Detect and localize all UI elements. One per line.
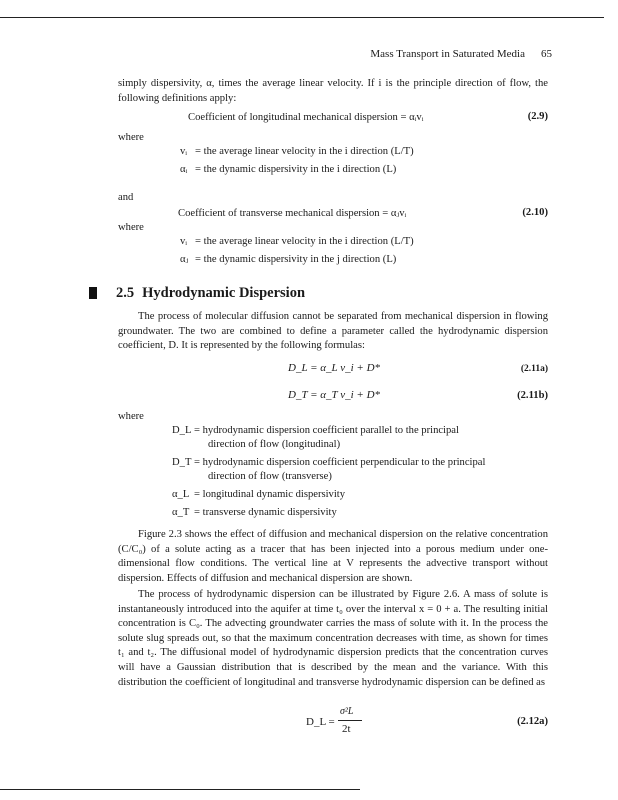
def-al-text: = longitudinal dynamic dispersivity [194,489,346,500]
eq-2-12a-denominator: 2t [342,723,351,735]
def-vi-text: = the average linear velocity in the i direction (L/T) [195,146,414,157]
def-vi-symbol: vᵢ [180,146,188,157]
fraction-bar [338,720,362,721]
def-dt-continuation: direction of flow (transverse) [208,471,332,482]
def-dt-symbol: D_T [172,457,192,468]
def-al-symbol: α_L [172,489,190,500]
eq-2-12a-numerator: σ²L [340,706,354,717]
running-header [370,48,552,60]
def2-aj-text: = the dynamic dispersivity in the j direction (L) [195,254,397,265]
eq-2-11b-number: (2.11b) [517,390,548,401]
top-rule [0,17,604,18]
eq-2-11b: D_T = α_T v_i + D* [288,389,381,401]
where-label-2: where [118,222,144,233]
paragraph-molecular-diffusion: The process of molecular diffusion cannot be separated from mechanical dispersion in flowing groundwater. The two are combined to define a parameter called the hydrodynamic dispersion coefficient, D. It is represented by the following formulas: [118,311,548,352]
eq-2-9-label: Coefficient of longitudinal mechanical dispersion = αᵢvᵢ [188,112,424,123]
section-heading [116,285,305,302]
where-label-1: where [118,132,144,143]
page-number: 65 [541,48,552,60]
def-dl-text: = hydrodynamic dispersion coefficient parallel to the principal [194,425,459,436]
where-label-3: where [118,411,144,422]
eq-2-11a-number: (2.11a) [520,364,548,374]
def-at-symbol: α_T [172,507,190,518]
def2-aj-symbol: αⱼ [180,254,189,265]
eq-2-9-number: (2.9) [527,111,548,122]
paragraph-figure-2-3: Figure 2.3 shows the effect of diffusion and mechanical dispersion on the relative concentration (C/C₀) of a solute acting as a tracer that has been injected into a porous medium under one-dimensional flow conditions. The vertical line at V represents the advective transport without dispersion. Effects of diffusion and mechanical dispersion are shown. [118,529,548,584]
eq-2-11a: D_L = α_L v_i + D* [288,362,381,374]
section-number: 2.5 [116,285,135,301]
def-at-text: = transverse dynamic dispersivity [194,507,337,518]
def-ai-symbol: αᵢ [180,164,188,175]
paragraph-figure-2-6: The process of hydrodynamic dispersion can be illustrated by Figure 2.6. A mass of solute is instantaneously introduced into the aquifer at time t₀ over the interval x = 0 + a. The resulting initial concentration is C₀. The advecting groundwater carries the mass of solute with it. In the process the solute slug spreads out, so that the maximum concentration decreases with time, as shown for times t₁ and t₂. The diffusional model of hydrodynamic dispersion predicts that the concentration curves will have a Gaussian distribution that is described by the mean and the variance. With this distribution the coefficient of longitudinal and transverse hydrodynamic dispersion can be defined as [118,589,548,688]
def2-vi-symbol: vᵢ [180,236,188,247]
section-title-text: Hydrodynamic Dispersion [142,285,306,301]
bottom-rule [0,789,360,790]
and-label: and [118,192,134,203]
def-dt-text: = hydrodynamic dispersion coefficient perpendicular to the principal [194,457,486,468]
def-ai-text: = the dynamic dispersivity in the i direction (L) [195,164,397,175]
def-dl-symbol: D_L [172,425,192,436]
eq-2-12a-number: (2.12a) [517,716,548,727]
eq-2-12a-lhs: D_L = [306,716,335,728]
header-title: Mass Transport in Saturated Media [370,48,525,60]
section-marker [89,287,97,299]
eq-2-10-number: (2.10) [522,207,548,218]
def-dl-continuation: direction of flow (longitudinal) [208,439,341,450]
eq-2-10-label: Coefficient of transverse mechanical dispersion = αⱼvᵢ [178,208,407,219]
intro-paragraph: simply dispersivity, α, times the average linear velocity. If i is the principle direction of flow, the following definitions apply: [118,78,548,104]
def2-vi-text: = the average linear velocity in the i direction (L/T) [195,236,414,247]
